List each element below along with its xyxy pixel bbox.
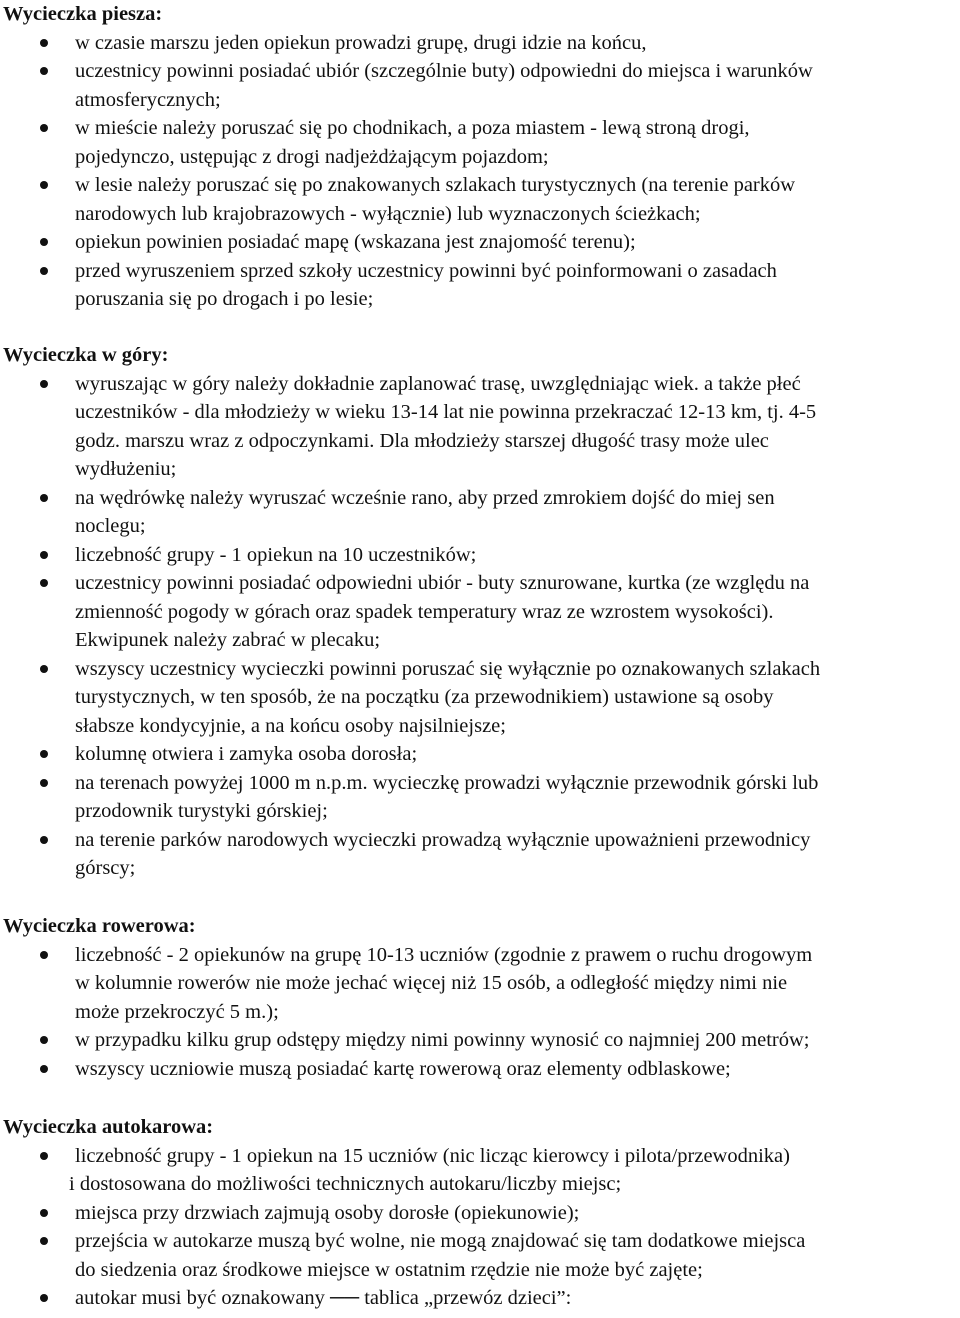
bullet-list [0, 1142, 960, 1313]
list-item-text: do siedzenia oraz środkowe miejsce w ostatnim rzędzie nie może być zajęte; [75, 1258, 703, 1281]
bullet-list [0, 941, 960, 1084]
list-item-text: atmosferycznych; [75, 88, 221, 111]
list-item-text: na wędrówkę należy wyruszać wcześnie rano, aby przed zmrokiem dojść do miej sen [75, 486, 775, 509]
list-item [0, 29, 960, 58]
bullet-list [0, 29, 960, 314]
list-item-text: kolumnę otwiera i zamyka osoba dorosła; [75, 743, 418, 765]
bullet-icon [40, 39, 48, 47]
list-item [0, 1142, 960, 1199]
list-item-text: w lesie należy poruszać się po znakowanych szlakach turystycznych (na terenie parków [75, 174, 796, 196]
bullet-icon [40, 67, 48, 75]
list-item-text: przodownik turystyki górskiej; [75, 800, 328, 822]
list-item-text: wyruszając w góry należy dokładnie zaplanować trasę, uwzględniając wiek. a także płeć [75, 372, 801, 395]
list-item [0, 941, 960, 1027]
bullet-icon [40, 1209, 48, 1217]
list-item-text: w czasie marszu jeden opiekun prowadzi grupę, drugi idzie na końcu, [75, 31, 647, 54]
list-item [0, 769, 960, 826]
list-item-text: zmienność pogody w górach oraz spadek temperatury wraz ze wzrostem wysokości). [75, 600, 774, 623]
bullet-icon [40, 1036, 48, 1044]
list-item-text: górscy; [75, 857, 136, 879]
section-heading: Wycieczka rowerowa: [3, 915, 196, 937]
list-item-text: i dostosowana do możliwości technicznych autokaru/liczby miejsc; [69, 1173, 622, 1195]
list-item-text: liczebność grupy - 1 opiekun na 15 uczniów (nic licząc kierowcy i pilota/przewodnika) [75, 1144, 790, 1167]
list-item-text: przed wyruszeniem sprzed szkoły uczestnicy powinni być poinformowani o zasadach [75, 259, 777, 282]
list-item-text: noclegu; [75, 515, 146, 537]
list-item-text: wszyscy uczniowie muszą posiadać kartę rowerową oraz elementy odblaskowe; [75, 1057, 731, 1080]
section-heading: Wycieczka autokarowa: [3, 1116, 214, 1138]
list-item [0, 171, 960, 228]
section-heading: Wycieczka piesza: [3, 3, 163, 25]
bullet-icon [40, 665, 48, 673]
list-item-text: opiekun powinien posiadać mapę (wskazana jest znajomość terenu); [75, 231, 636, 253]
list-item [0, 826, 960, 883]
bullet-icon [40, 1294, 48, 1302]
section-mountains [0, 341, 960, 883]
list-item-text: liczebność - 2 opiekunów na grupę 10-13 uczniów (zgodnie z prawem o ruchu drogowym [75, 943, 813, 966]
bullet-icon [40, 267, 48, 275]
list-item [0, 257, 960, 314]
list-item [0, 1227, 960, 1284]
bullet-icon [40, 836, 48, 844]
list-item-text: miejsca przy drzwiach zajmują osoby dorosłe (opiekunowie); [75, 1201, 580, 1224]
list-item-text: wydłużeniu; [75, 458, 177, 480]
list-item [0, 740, 960, 769]
list-item-text: turystycznych, w ten sposób, że na początku (za przewodnikiem) ustawione są osoby [75, 686, 774, 708]
list-item [0, 569, 960, 655]
section-coach [0, 1113, 960, 1313]
bullet-icon [40, 181, 48, 189]
list-item-text: uczestnicy powinni posiadać odpowiedni ubiór - buty sznurowane, kurtka (ze względu na [75, 572, 810, 594]
list-item-text: na terenie parków narodowych wycieczki prowadzą wyłącznie upoważnieni przewodnicy [75, 828, 811, 851]
bullet-icon [40, 551, 48, 559]
list-item [0, 57, 960, 114]
list-item-text: w kolumnie rowerów nie może jechać więcej niż 15 osób, a odległość między nimi nie [75, 972, 788, 994]
bullet-icon [40, 1237, 48, 1245]
list-item [0, 541, 960, 570]
section-hiking [0, 0, 960, 314]
bullet-icon [40, 579, 48, 587]
list-item [0, 484, 960, 541]
list-item-text: godz. marszu wraz z odpoczynkami. Dla młodzieży starszej długość trasy może ulec [75, 429, 769, 452]
list-item [0, 1284, 960, 1313]
list-item-text: pojedynczo, ustępując z drogi nadjeżdżającym pojazdom; [75, 145, 549, 168]
list-item-text: wszyscy uczestnicy wycieczki powinni poruszać się wyłącznie po oznakowanych szlakach [75, 657, 821, 680]
list-item-text: uczestnicy powinni posiadać ubiór (szczególnie buty) odpowiedni do miejsca i warunków [75, 60, 813, 82]
list-item-text: liczebność grupy - 1 opiekun na 10 uczestników; [75, 543, 477, 566]
list-item-text: na terenach powyżej 1000 m n.p.m. wycieczkę prowadzi wyłącznie przewodnik górski lub [75, 771, 819, 794]
section-cycling [0, 912, 960, 1083]
bullet-icon [40, 1152, 48, 1160]
section-heading: Wycieczka w góry: [3, 344, 169, 366]
bullet-icon [40, 750, 48, 758]
bullet-icon [40, 1065, 48, 1073]
list-item [0, 228, 960, 257]
list-item [0, 370, 960, 484]
bullet-icon [40, 124, 48, 132]
bullet-icon [40, 779, 48, 787]
list-item-text: słabsze kondycyjnie, a na końcu osoby najsilniejsze; [75, 714, 506, 737]
list-item-text: autokar musi być oznakowany ── tablica „przewóz dzieci”: [75, 1287, 572, 1309]
bullet-icon [40, 951, 48, 959]
list-item-text: poruszania się po drogach i po lesie; [75, 288, 374, 310]
bullet-icon [40, 380, 48, 388]
list-item-text: uczestników - dla młodzieży w wieku 13-14 lat nie powinna przekraczać 12-13 km, tj. 4-5 [75, 401, 817, 423]
bullet-list [0, 370, 960, 883]
list-item-text: narodowych lub krajobrazowych - wyłącznie) lub wyznaczonych ścieżkach; [75, 202, 701, 225]
list-item [0, 1055, 960, 1084]
list-item-text: w przypadku kilku grup odstępy między nimi powinny wynosić co najmniej 200 metrów; [75, 1029, 810, 1051]
bullet-icon [40, 494, 48, 502]
list-item-text: Ekwipunek należy zabrać w plecaku; [75, 629, 381, 651]
list-item [0, 655, 960, 741]
list-item-text: w mieście należy poruszać się po chodnikach, a poza miastem - lewą stroną drogi, [75, 117, 750, 139]
bullet-icon [40, 238, 48, 246]
list-item-text: przejścia w autokarze muszą być wolne, nie mogą znajdować się tam dodatkowe miejsca [75, 1230, 806, 1252]
list-item [0, 114, 960, 171]
list-item [0, 1199, 960, 1228]
list-item [0, 1026, 960, 1055]
list-item-text: może przekroczyć 5 m.); [75, 1000, 279, 1023]
